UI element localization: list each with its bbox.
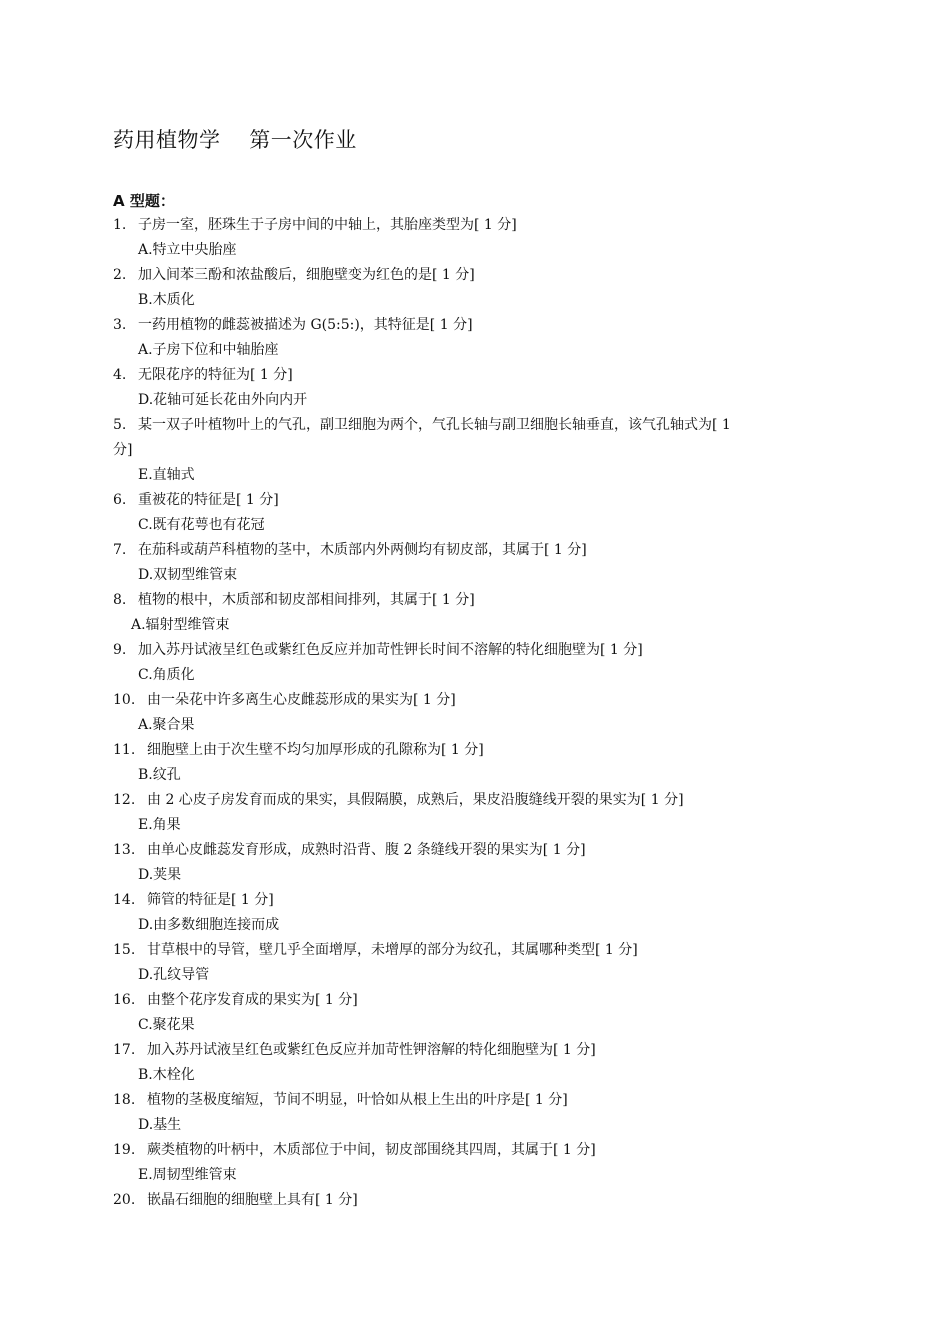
answer-text: A.特立中央胎座 [138, 242, 237, 258]
question-number: 11. [113, 742, 136, 758]
question-text: 由 2 心皮子房发育而成的果实，具假隔膜，成熟后，果皮沿腹缝线开裂的果实为[ 1 分] [147, 792, 684, 808]
question-text: 筛管的特征是[ 1 分] [147, 892, 274, 908]
answer-text: B.纹孔 [138, 767, 181, 783]
question-text: 加入苏丹试液呈红色或紫红色反应并加苛性钾溶解的特化细胞壁为[ 1 分] [147, 1042, 596, 1058]
question-text: 无限花序的特征为[ 1 分] [138, 367, 293, 383]
answer-text: A.辐射型维管束 [131, 617, 230, 633]
question-text: 蕨类植物的叶柄中，木质部位于中间，韧皮部围绕其四周，其属于[ 1 分] [147, 1142, 596, 1158]
question-number: 18. [113, 1092, 136, 1108]
question-item [113, 888, 853, 913]
question-text: 嵌晶石细胞的细胞壁上具有[ 1 分] [147, 1192, 358, 1208]
section-heading: A 型题： [113, 192, 175, 210]
question-text: 某一双子叶植物叶上的气孔，副卫细胞为两个，气孔长轴与副卫细胞长轴垂直，该气孔轴式为[ 1 [138, 417, 731, 433]
answer-text: D.双韧型维管束 [138, 567, 238, 583]
question-number: 15. [113, 942, 136, 958]
question-number: 1. [113, 217, 127, 233]
answer-text: E.角果 [138, 817, 181, 833]
question-text: 加入苏丹试液呈红色或紫红色反应并加苛性钾长时间不溶解的特化细胞壁为[ 1 分] [138, 642, 643, 658]
answer-text: B.木质化 [138, 292, 195, 308]
question-text: 由单心皮雌蕊发育形成，成熟时沿背、腹 2 条缝线开裂的果实为[ 1 分] [147, 842, 586, 858]
question-text: 细胞壁上由于次生壁不均匀加厚形成的孔隙称为[ 1 分] [147, 742, 484, 758]
question-number: 20. [113, 1192, 136, 1208]
question-number: 16. [113, 992, 136, 1008]
answer-text: C.聚花果 [138, 1017, 195, 1033]
question-item [113, 1138, 853, 1163]
question-item [113, 1088, 853, 1113]
page-title: 药用植物学 第一次作业 [113, 128, 357, 152]
answer-text: A.子房下位和中轴胎座 [138, 342, 279, 358]
question-list [113, 213, 853, 1213]
answer-text: E.周韧型维管束 [138, 1167, 237, 1183]
question-item [113, 313, 853, 338]
question-item [113, 263, 853, 288]
answer-text: C.角质化 [138, 667, 195, 683]
question-item [113, 688, 853, 713]
answer-text: D.花轴可延长花由外向内开 [138, 392, 308, 408]
question-number: 2. [113, 267, 127, 283]
question-number: 14. [113, 892, 136, 908]
answer-text: D.基生 [138, 1117, 182, 1133]
question-text: 由一朵花中许多离生心皮雌蕊形成的果实为[ 1 分] [147, 692, 456, 708]
answer-text: D.孔纹导管 [138, 967, 210, 983]
question-item [113, 363, 853, 388]
question-number: 3. [113, 317, 127, 333]
answer-text: A.聚合果 [138, 717, 195, 733]
question-number: 9. [113, 642, 127, 658]
question-item [113, 838, 853, 863]
answer-text: C.既有花萼也有花冠 [138, 517, 265, 533]
question-item [113, 938, 853, 963]
question-item [113, 638, 853, 663]
question-number: 7. [113, 542, 127, 558]
question-item [113, 988, 853, 1013]
question-text: 重被花的特征是[ 1 分] [138, 492, 279, 508]
question-item [113, 788, 853, 813]
question-text: 由整个花序发育成的果实为[ 1 分] [147, 992, 358, 1008]
question-number: 6. [113, 492, 127, 508]
question-text: 甘草根中的导管，壁几乎全面增厚，未增厚的部分为纹孔，其属哪种类型[ 1 分] [147, 942, 638, 958]
question-number: 10. [113, 692, 136, 708]
question-text-continuation: 分] [113, 442, 133, 458]
answer-text: E.直轴式 [138, 467, 195, 483]
question-number: 13. [113, 842, 136, 858]
question-item [113, 213, 853, 238]
question-number: 8. [113, 592, 127, 608]
question-number: 12. [113, 792, 136, 808]
question-number: 19. [113, 1142, 136, 1158]
answer-text: D.荚果 [138, 867, 182, 883]
question-item [113, 588, 853, 613]
question-number: 5. [113, 417, 127, 433]
answer-text: D.由多数细胞连接而成 [138, 917, 280, 933]
question-number: 4. [113, 367, 127, 383]
question-number: 17. [113, 1042, 136, 1058]
question-item [113, 1188, 853, 1213]
question-item [113, 1038, 853, 1063]
question-text: 植物的茎极度缩短，节间不明显，叶恰如从根上生出的叶序是[ 1 分] [147, 1092, 568, 1108]
question-item [113, 488, 853, 513]
question-text: 子房一室，胚珠生于子房中间的中轴上，其胎座类型为[ 1 分] [138, 217, 517, 233]
question-text: 植物的根中，木质部和韧皮部相间排列，其属于[ 1 分] [138, 592, 475, 608]
question-text: 加入间苯三酚和浓盐酸后，细胞壁变为红色的是[ 1 分] [138, 267, 475, 283]
question-text: 在茄科或葫芦科植物的茎中，木质部内外两侧均有韧皮部，其属于[ 1 分] [138, 542, 587, 558]
question-item [113, 738, 853, 763]
answer-text: B.木栓化 [138, 1067, 195, 1083]
question-item [113, 413, 853, 438]
question-item [113, 538, 853, 563]
question-text: 一药用植物的雌蕊被描述为 G(5:5:)，其特征是[ 1 分] [138, 317, 473, 333]
